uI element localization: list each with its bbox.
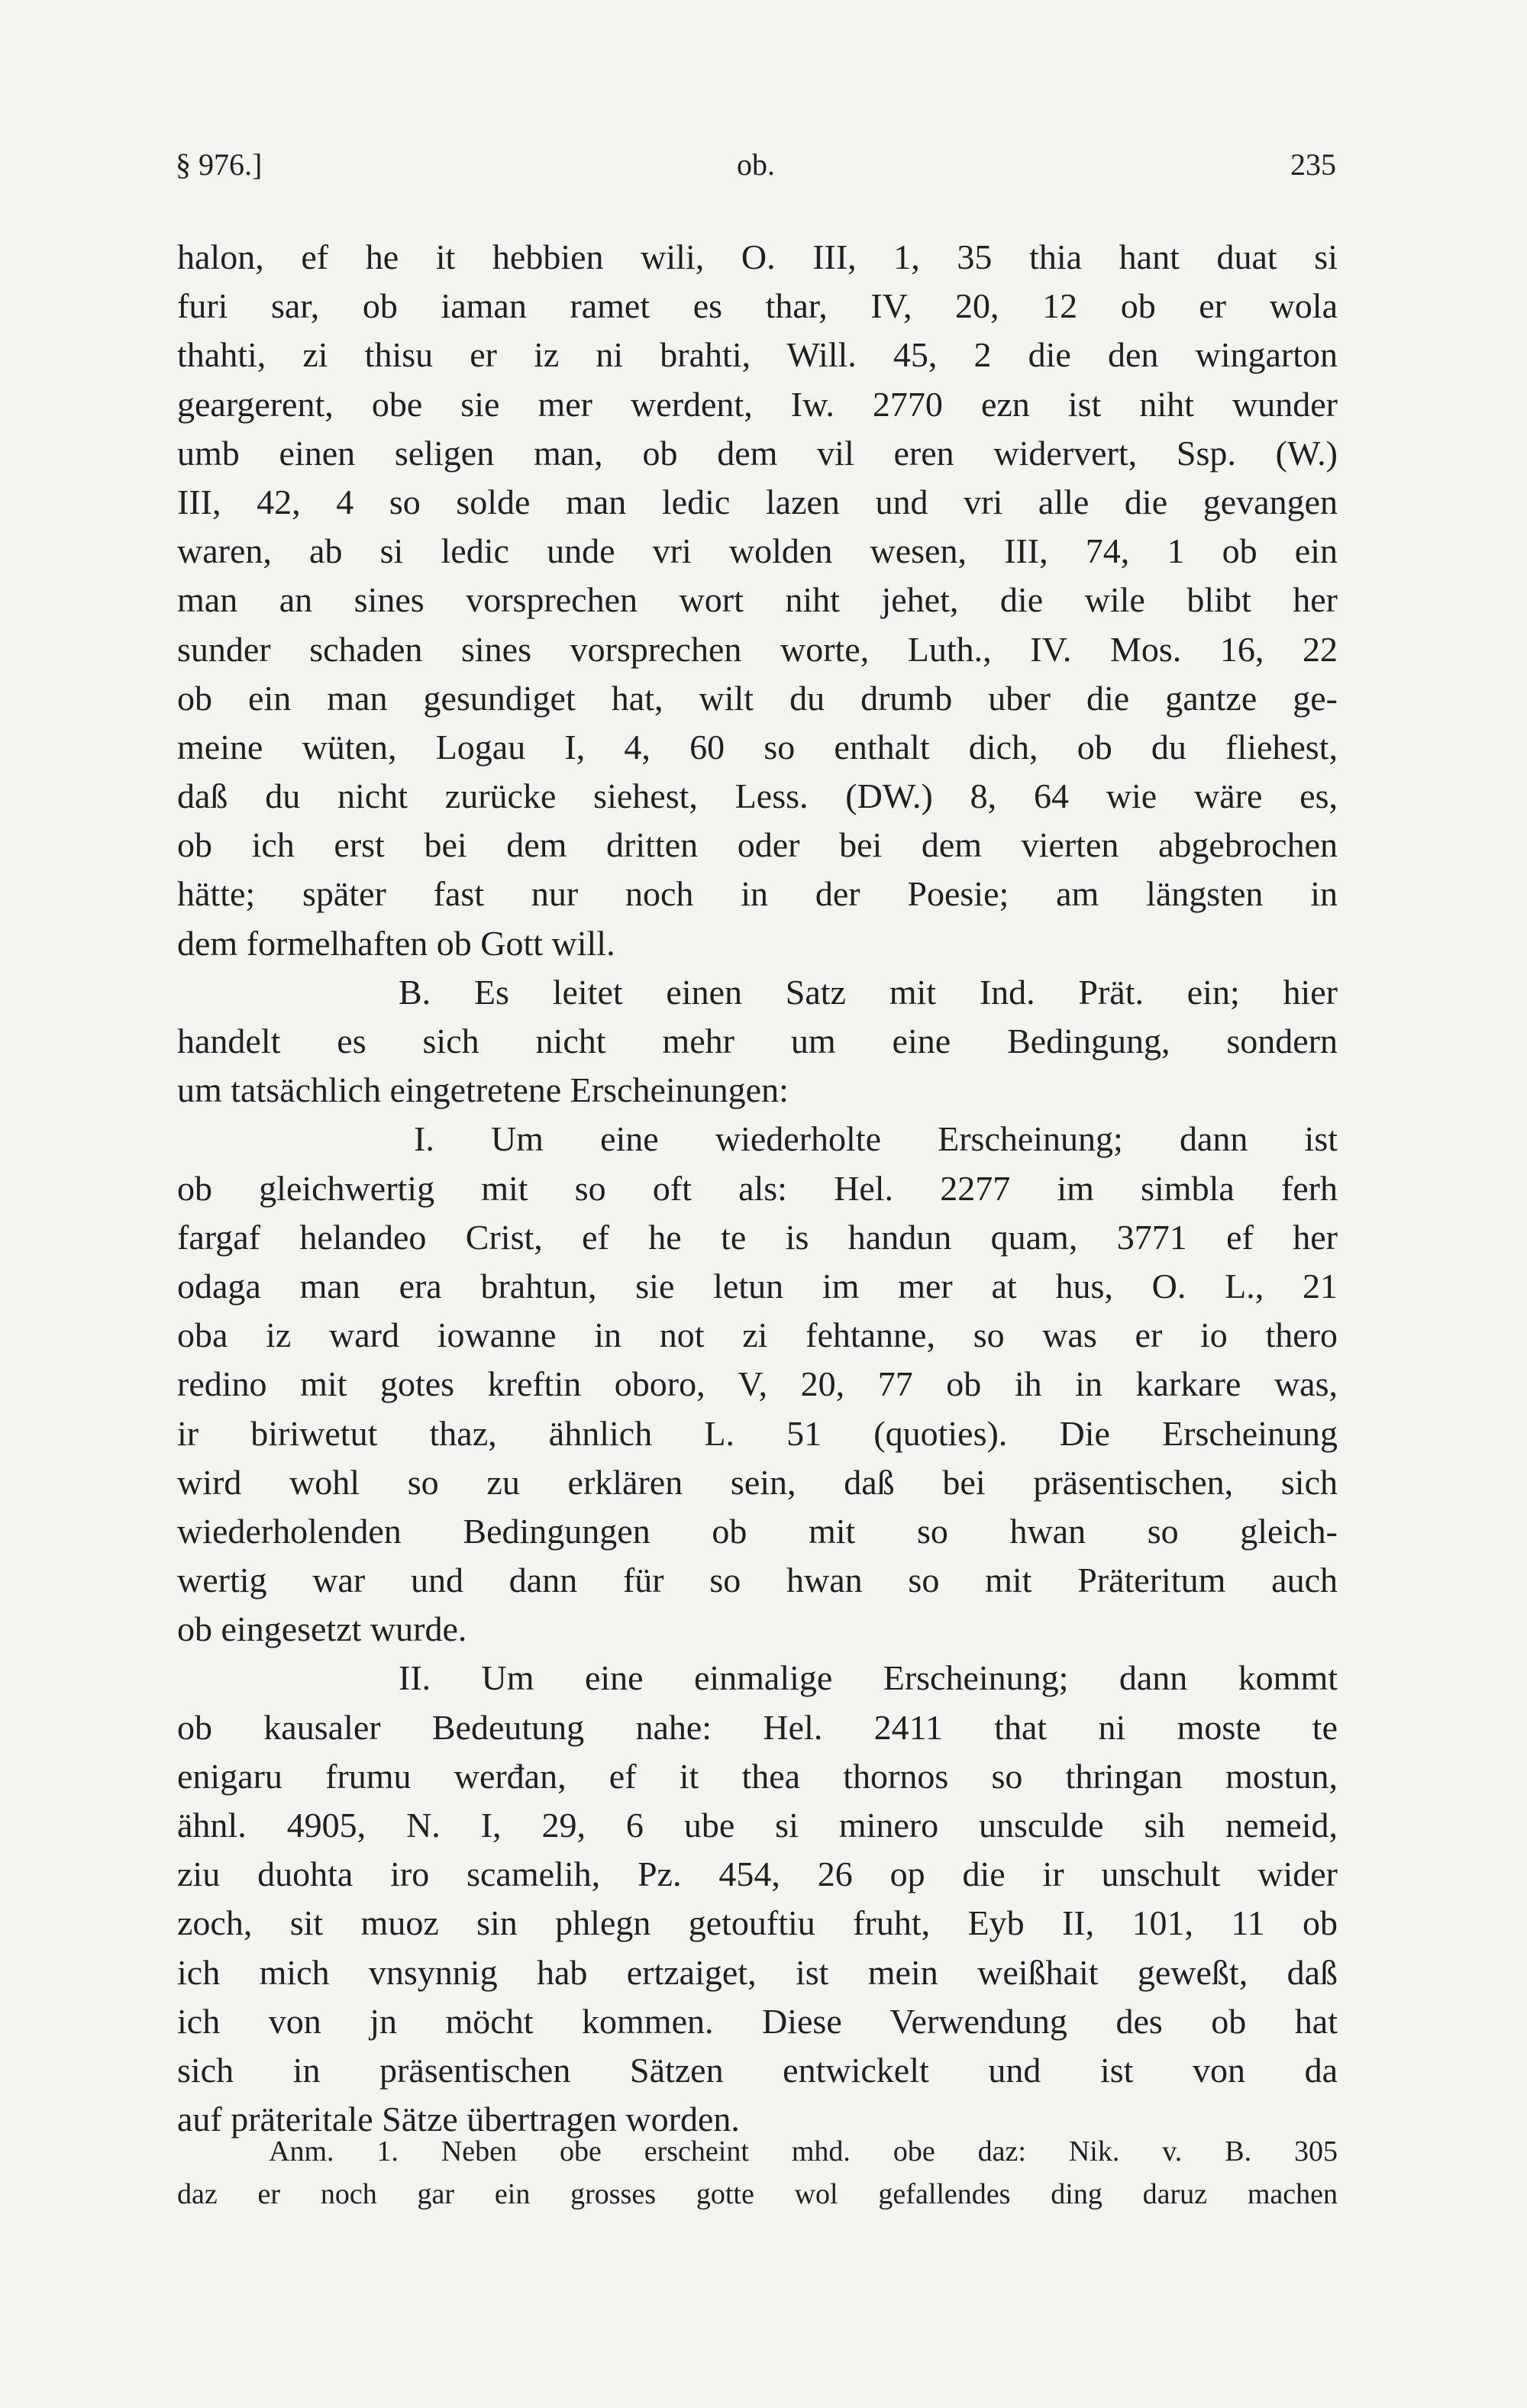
text-line: ob eingesetzt wurde. <box>177 1609 467 1649</box>
text-line: geargerent, obe sie mer werdent, Iw. 2770 ezn ist niht wunder <box>177 384 1338 424</box>
text-line: ich mich vnsynnig hab ertzaiget, ist mein weißhait geweßt, daß <box>177 1952 1338 1992</box>
text-line: oba iz ward iowanne in not zi fehtanne, so was er io thero <box>177 1315 1338 1355</box>
text-line: III, 42, 4 so solde man ledic lazen und vri alle die gevangen <box>177 482 1338 521</box>
text-line: wiederholenden Bedingungen ob mit so hwan so gleich- <box>177 1511 1338 1551</box>
text-line: thahti, zi thisu er iz ni brahti, Will. 45, 2 die den wingarton <box>177 335 1338 375</box>
text-line: hätte; später fast nur noch in der Poesie; am längsten in <box>177 874 1338 914</box>
text-line: odaga man era brahtun, sie letun im mer at hus, O. L., 21 <box>177 1266 1338 1306</box>
text-line: wird wohl so zu erklären sein, daß bei präsentischen, sich <box>177 1462 1338 1502</box>
text-line: furi sar, ob iaman ramet es thar, IV, 20, 12 ob er wola <box>177 286 1338 326</box>
text-line: sich in präsentischen Sätzen entwickelt und ist von da <box>177 2050 1338 2090</box>
text-line: ir biriwetut thaz, ähnlich L. 51 (quoties). Die Erscheinung <box>177 1413 1338 1453</box>
note-line: daz er noch gar ein grosses gotte wol gefallendes ding daruz machen <box>177 2178 1338 2210</box>
text-line: ob kausaler Bedeutung nahe: Hel. 2411 that ni moste te <box>177 1707 1338 1747</box>
text-line: ob ich erst bei dem dritten oder bei dem vierten abgebrochen <box>177 825 1338 865</box>
text-line: umb einen seligen man, ob dem vil eren widervert, Ssp. (W.) <box>177 433 1338 473</box>
text-line: zoch, sit muoz sin phlegn getouftiu fruht, Eyb II, 101, 11 ob <box>177 1903 1338 1943</box>
text-line: wertig war und dann für so hwan so mit Präteritum auch <box>177 1561 1338 1600</box>
text-line: B. Es leitet einen Satz mit Ind. Prät. ein; hier <box>399 972 1338 1012</box>
text-line: ähnl. 4905, N. I, 29, 6 ube si minero unsculde sih nemeid, <box>177 1806 1338 1845</box>
text-line: dem formelhaften ob Gott will. <box>177 923 615 963</box>
text-line: ziu duohta iro scamelih, Pz. 454, 26 op die ir unschult wider <box>177 1854 1338 1894</box>
text-line: meine wüten, Logau I, 4, 60 so enthalt dich, ob du fliehest, <box>177 727 1338 767</box>
text-line: redino mit gotes kreftin oboro, V, 20, 77 ob ih in karkare was, <box>177 1364 1338 1404</box>
text-line: ob gleichwertig mit so oft als: Hel. 2277 im simbla ferh <box>177 1168 1338 1208</box>
text-line: auf präteritale Sätze übertragen worden. <box>177 2100 740 2139</box>
text-line: um tatsächlich eingetretene Erscheinungen: <box>177 1070 789 1110</box>
running-header <box>176 147 1336 200</box>
page-number: 235 <box>1290 147 1336 182</box>
running-title: ob. <box>737 147 775 182</box>
section-number: § 976.] <box>176 147 263 182</box>
text-line: waren, ab si ledic unde vri wolden wesen, III, 74, 1 ob ein <box>177 531 1338 571</box>
text-line: II. Um eine einmalige Erscheinung; dann kommt <box>399 1658 1338 1698</box>
text-line: handelt es sich nicht mehr um eine Bedingung, sondern <box>177 1022 1338 1060</box>
body-text <box>177 233 1338 2144</box>
footnote <box>177 2130 1338 2216</box>
text-line: man an sines vorsprechen wort niht jehet, die wile blibt her <box>177 580 1338 620</box>
text-line: ob ein man gesundiget hat, wilt du drumb uber die gantze ge- <box>177 678 1338 718</box>
text-line: I. Um eine wiederholte Erscheinung; dann ist <box>414 1119 1338 1159</box>
text-line: halon, ef he it hebbien wili, O. III, 1, 35 thia hant duat si <box>177 237 1338 276</box>
text-line: enigaru frumu werđan, ef it thea thornos so thringan mostun, <box>177 1756 1338 1796</box>
text-line: fargaf helandeo Crist, ef he te is handun quam, 3771 ef her <box>177 1217 1338 1257</box>
text-line: sunder schaden sines vorsprechen worte, Luth., IV. Mos. 16, 22 <box>177 629 1338 669</box>
text-line: ich von jn möcht kommen. Diese Verwendung des ob hat <box>177 2001 1338 2041</box>
note-line: Anm. 1. Neben obe erscheint mhd. obe daz: Nik. v. B. 305 <box>269 2135 1338 2168</box>
text-line: daß du nicht zurücke siehest, Less. (DW.) 8, 64 wie wäre es, <box>177 776 1338 816</box>
